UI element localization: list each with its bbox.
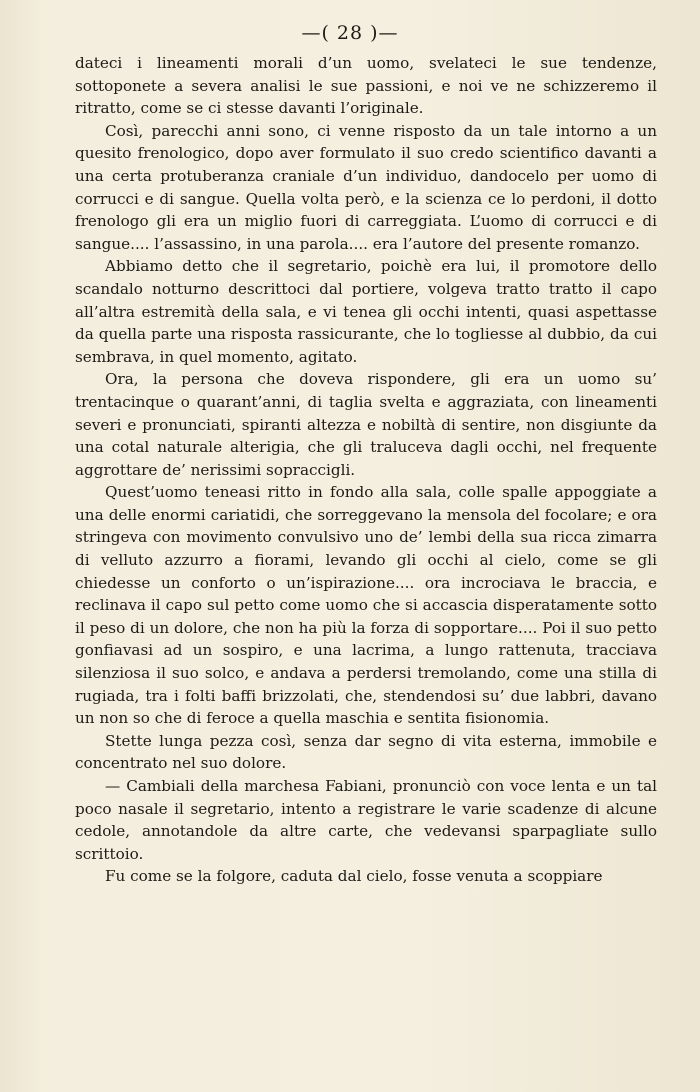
- paragraph: Fu come se la folgore, caduta dal cielo, fosse venuta a scoppiare: [105, 867, 603, 886]
- paragraph: Abbiamo detto che il segretario, poichè era lui, il promotore dello scandalo notturno descrittoci dal portiere, volgeva tratto tratto il capo all’altra estremità della sala, e vi tenea gli occhi intenti, quasi aspettasse da quella parte una risposta rassicurante, che lo togliesse al dubbio, da cui sembrava, in quel momento, agitato.: [75, 257, 657, 366]
- page-number: —( 28 )—: [301, 22, 399, 44]
- paragraph: Quest’uomo teneasi ritto in fondo alla sala, colle spalle appoggiate a una delle enormi cariatidi, che sorreggevano la mensola del focolare; e ora stringeva con movimento convulsivo uno de’ lembi della sua ricca zimarra di velluto azzurro a fiorami, levando gli occhi al cielo, come se gli chiedesse un conforto o un’ispirazione.... ora incrociava le braccia, e reclinava il capo sul petto come uomo che si accascia disperatamente sotto il peso di un dolore, che non ha più la forza di sopportare.... Poi il suo petto gonfiavasi ad un sospiro, e una lacrima, a lungo rattenuta, tracciava silenziosa il suo solco, e andava a perdersi tremolando, come una stilla di rugiada, tra i folti baffi brizzolati, che, stendendosi su’ due labbri, davano un non so che di feroce a quella maschia e sentita fisionomia.: [75, 483, 657, 728]
- body-text: [75, 52, 657, 888]
- paragraph: Così, parecchi anni sono, ci venne risposto da un tale intorno a un quesito frenologico, dopo aver formulato il suo credo scientifico davanti a una certa protuberanza craniale d’un individuo, dandocelo per uomo di corrucci e di sangue. Quella volta però, e la scienza ce lo perdoni, il dotto frenologo gli era un miglio fuori di carreggiata. L’uomo di corrucci e di sangue.... l’assassino, in una parola.... era l’autore del presente romanzo.: [75, 121, 657, 253]
- paragraph: Stette lunga pezza così, senza dar segno di vita esterna, immobile e concentrato nel suo dolore.: [75, 731, 657, 773]
- paragraph: dateci i lineamenti morali d’un uomo, svelateci le sue tendenze, sottoponete a severa analisi le sue passioni, e noi ve ne schizzeremo il ritratto, come se ci stesse davanti l’originale.: [75, 54, 657, 118]
- paragraph: — Cambiali della marchesa Fabiani, pronunciò con voce lenta e un tal poco nasale il segretario, intento a registrare le varie scadenze di alcune cedole, annotandole da altre carte, che vedevansi sparpagliate sullo scrittoio.: [75, 777, 657, 863]
- paragraph: Ora, la persona che doveva rispondere, gli era un uomo su’ trentacinque o quarant’anni, di taglia svelta e aggraziata, con lineamenti severi e pronunciati, spiranti altezza e nobiltà di sentire, non disgiunte da una cotal naturale alterigia, che gli traluceva dagli occhi, nel frequente aggrottare de’ nerissimi sopraccigli.: [75, 370, 657, 479]
